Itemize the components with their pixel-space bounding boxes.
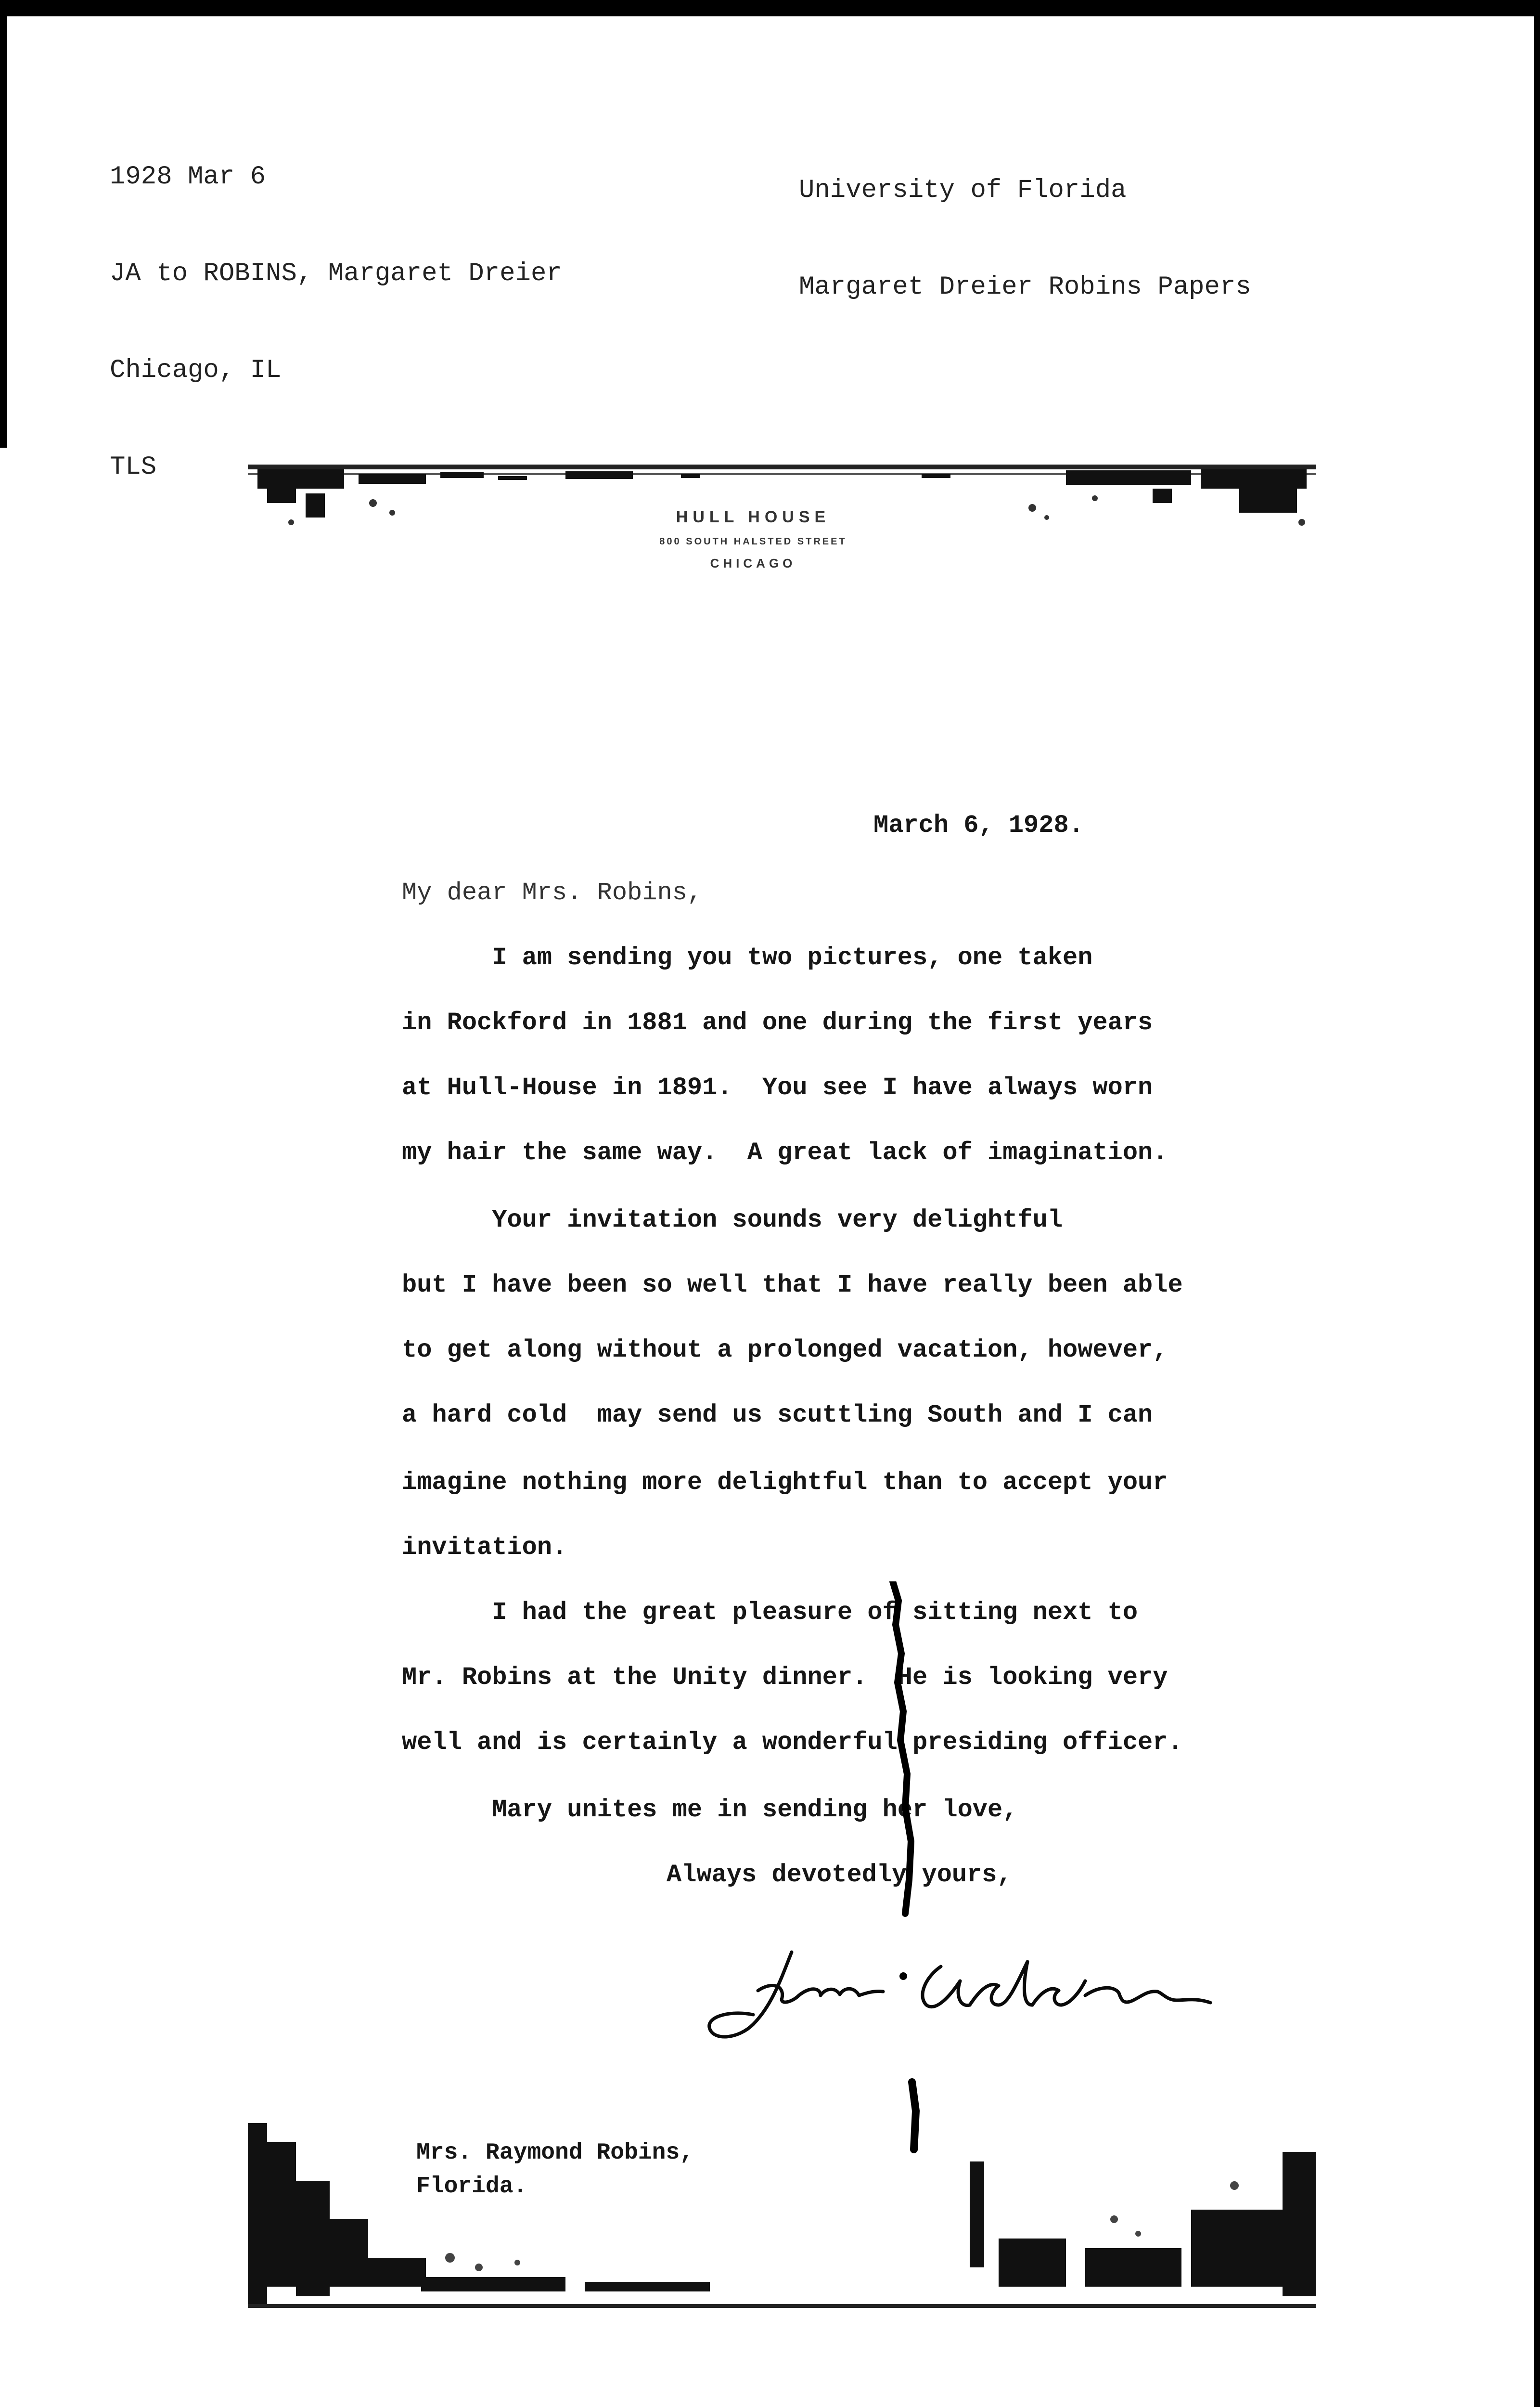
addressee-place: Florida.	[416, 2174, 527, 2200]
body-line: at Hull-House in 1891. You see I have always worn	[402, 1074, 1153, 1102]
body-line: Mary unites me in sending her love,	[402, 1796, 1018, 1824]
letterhead-name: HULL HOUSE	[676, 508, 831, 526]
citation-format: TLS	[110, 453, 157, 482]
archive-citation	[110, 96, 562, 516]
scan-noise-bottom	[248, 2113, 1316, 2316]
letterhead-city: CHICAGO	[710, 556, 796, 570]
body-line: well and is certainly a wonderful presiding officer.	[402, 1728, 1183, 1757]
citation-date: 1928 Mar 6	[110, 162, 266, 192]
body-line: I had the great pleasure of sitting next to	[402, 1598, 1138, 1627]
signature	[700, 1933, 1239, 2053]
body-line: I am sending you two pictures, one taken	[402, 944, 1093, 972]
body-line: Mr. Robins at the Unity dinner. He is looking very	[402, 1663, 1168, 1692]
body-line: a hard cold may send us scuttling South and I can	[402, 1401, 1153, 1429]
citation-correspondents: JA to ROBINS, Margaret Dreier	[110, 259, 562, 288]
addressee-name: Mrs. Raymond Robins,	[416, 2140, 694, 2166]
letterhead	[248, 508, 1316, 571]
body-line: Your invitation sounds very delightful	[402, 1206, 1063, 1234]
body-line: imagine nothing more delightful than to accept your	[402, 1468, 1168, 1497]
letter-page	[248, 460, 1316, 2316]
closing: Always devotedly yours,	[667, 1861, 1012, 1889]
scan-top-edge	[0, 0, 1540, 16]
source-collection: Margaret Dreier Robins Papers	[799, 272, 1251, 302]
source-institution: University of Florida	[799, 176, 1127, 205]
body-line: invitation.	[402, 1533, 567, 1562]
ink-mark	[873, 1581, 926, 2169]
body-line: in Rockford in 1881 and one during the first years	[402, 1009, 1153, 1037]
archive-source	[799, 110, 1251, 336]
scan-left-edge	[0, 0, 7, 448]
letter-date: March 6, 1928.	[873, 811, 1084, 840]
body-line: to get along without a prolonged vacation, however,	[402, 1336, 1168, 1364]
scan-right-edge	[1534, 0, 1540, 2407]
citation-place: Chicago, IL	[110, 356, 282, 385]
salutation: My dear Mrs. Robins,	[402, 879, 703, 907]
body-line: but I have been so well that I have really been able	[402, 1271, 1183, 1299]
body-line: my hair the same way. A great lack of imagination.	[402, 1139, 1168, 1167]
letterhead-address: 800 SOUTH HALSTED STREET	[659, 536, 847, 547]
